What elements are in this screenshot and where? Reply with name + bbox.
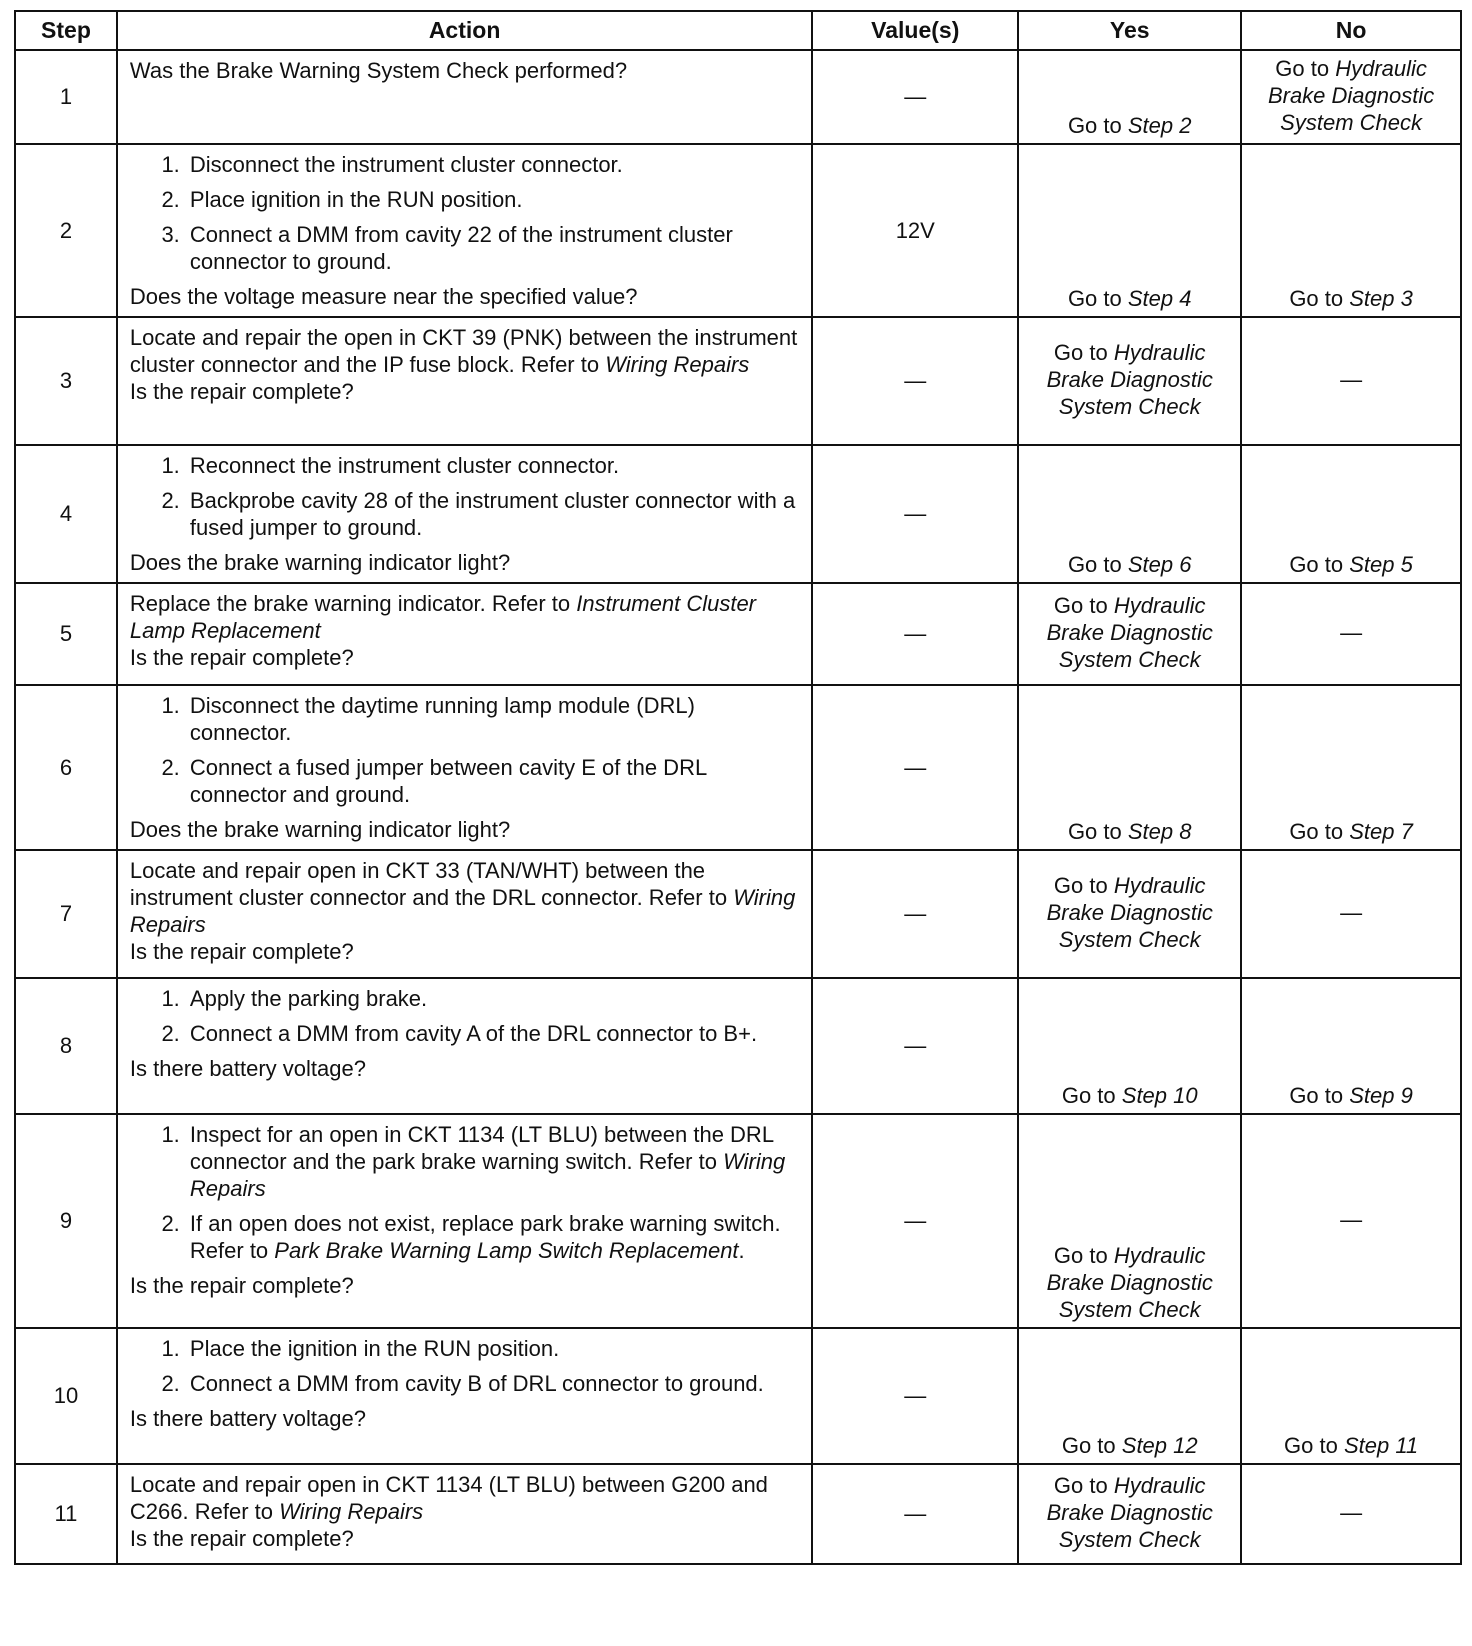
wiring-repairs-link: Wiring Repairs bbox=[129, 885, 796, 937]
goto-hydraulic-link: Hydraulic bbox=[1113, 872, 1206, 898]
no-cell: — bbox=[1241, 1114, 1461, 1328]
value-cell: — bbox=[812, 50, 1018, 144]
step-number: 2 bbox=[15, 144, 117, 317]
table-row bbox=[15, 445, 1461, 583]
goto-hydraulic-link: System Check bbox=[1058, 1526, 1201, 1552]
step-number: 9 bbox=[15, 1114, 117, 1328]
yes-cell bbox=[1018, 850, 1241, 978]
goto-hydraulic-link: Hydraulic bbox=[1113, 592, 1206, 618]
action-list-item: 2. Connect a DMM from cavity B of DRL connector to ground. bbox=[186, 1370, 801, 1397]
action-question: Is the repair complete? bbox=[129, 939, 354, 964]
yes-cell bbox=[1018, 1464, 1241, 1564]
header-yes: Yes bbox=[1018, 11, 1241, 50]
action-cell bbox=[117, 1464, 812, 1564]
yes-cell bbox=[1018, 50, 1241, 144]
table-row bbox=[15, 1464, 1461, 1564]
goto-hydraulic-link: System Check bbox=[1058, 393, 1201, 419]
goto-text: Go to bbox=[1284, 1433, 1338, 1458]
action-list bbox=[130, 452, 801, 541]
value-cell: — bbox=[812, 685, 1018, 850]
action-list-item: 1. Disconnect the daytime running lamp module (DRL) connector. bbox=[186, 692, 801, 746]
action-question: Does the brake warning indicator light? bbox=[129, 550, 511, 575]
action-cell bbox=[117, 144, 812, 317]
value-cell: — bbox=[812, 317, 1018, 445]
goto-step-link: Step 9 bbox=[1349, 1083, 1413, 1108]
yes-cell bbox=[1018, 144, 1241, 317]
action-text: Locate and repair open in CKT 1134 (LT BLU) between G200 and C266. Refer to bbox=[129, 1472, 768, 1524]
lamp-replacement-link: Instrument Cluster Lamp Replacement bbox=[129, 591, 757, 643]
header-step: Step bbox=[15, 11, 117, 50]
header-no: No bbox=[1241, 11, 1461, 50]
goto-step-link: Step 2 bbox=[1127, 113, 1192, 138]
action-text: Replace the brake warning indicator. Refer to bbox=[129, 591, 571, 616]
goto-text: Go to bbox=[1289, 552, 1344, 577]
goto-hydraulic-link: Hydraulic bbox=[1335, 56, 1427, 81]
value-cell: 12V bbox=[812, 144, 1018, 317]
action-list bbox=[130, 151, 801, 275]
step-number: 7 bbox=[15, 850, 117, 978]
action-list bbox=[130, 1121, 801, 1264]
action-list-item bbox=[186, 1210, 801, 1264]
goto-hydraulic-link: Brake Diagnostic bbox=[1046, 899, 1213, 925]
goto-text: Go to bbox=[1061, 1433, 1116, 1458]
no-cell: — bbox=[1241, 850, 1461, 978]
step-number: 10 bbox=[15, 1328, 117, 1464]
yes-cell bbox=[1018, 685, 1241, 850]
value-cell: — bbox=[812, 1464, 1018, 1564]
action-question: Is there battery voltage? bbox=[129, 1056, 366, 1081]
value-cell: — bbox=[812, 583, 1018, 685]
action-list-item: 2. Connect a fused jumper between cavity E of the DRL connector and ground. bbox=[186, 754, 801, 808]
yes-cell bbox=[1018, 583, 1241, 685]
goto-hydraulic-link: System Check bbox=[1058, 926, 1201, 952]
action-question: Is the repair complete? bbox=[129, 645, 354, 670]
goto-text: Go to bbox=[1067, 819, 1122, 844]
goto-text: Go to bbox=[1289, 286, 1344, 311]
action-list bbox=[130, 1335, 801, 1397]
goto-step-link: Step 6 bbox=[1127, 552, 1192, 577]
value-cell: — bbox=[812, 1328, 1018, 1464]
no-cell bbox=[1241, 978, 1461, 1114]
switch-replacement-link: Park Brake Warning Lamp Switch Replacement bbox=[274, 1238, 739, 1263]
goto-text: Go to bbox=[1053, 872, 1108, 898]
period: . bbox=[738, 1238, 745, 1263]
action-cell bbox=[117, 850, 812, 978]
action-question: Is there battery voltage? bbox=[129, 1406, 366, 1431]
action-text: Locate and repair open in CKT 33 (TAN/WHT) between the instrument cluster connector and the DRL connector. Refer to bbox=[129, 858, 728, 910]
goto-text: Go to bbox=[1053, 592, 1108, 618]
action-list-item: 2. Backprobe cavity 28 of the instrument cluster connector with a fused jumper to ground. bbox=[186, 487, 801, 541]
action-cell bbox=[117, 317, 812, 445]
action-cell bbox=[117, 685, 812, 850]
yes-cell bbox=[1018, 1114, 1241, 1328]
goto-step-link: Step 7 bbox=[1349, 819, 1413, 844]
action-question: Is the repair complete? bbox=[129, 1526, 354, 1551]
yes-cell bbox=[1018, 1328, 1241, 1464]
no-cell bbox=[1241, 50, 1461, 144]
no-cell bbox=[1241, 445, 1461, 583]
wiring-repairs-link: Wiring Repairs bbox=[189, 1149, 786, 1201]
goto-step-link: Step 5 bbox=[1349, 552, 1413, 577]
yes-cell bbox=[1018, 445, 1241, 583]
table-row bbox=[15, 583, 1461, 685]
goto-text: Go to bbox=[1067, 113, 1122, 138]
action-question: Does the voltage measure near the specified value? bbox=[129, 284, 638, 309]
step-number: 3 bbox=[15, 317, 117, 445]
goto-step-link: Step 3 bbox=[1349, 286, 1413, 311]
no-cell bbox=[1241, 1328, 1461, 1464]
diagnostic-table bbox=[14, 10, 1462, 1565]
action-list-item-text: If an open does not exist, replace park brake warning switch. Refer to bbox=[189, 1211, 781, 1263]
action-cell bbox=[117, 1328, 812, 1464]
value-cell: — bbox=[812, 850, 1018, 978]
no-cell: — bbox=[1241, 583, 1461, 685]
goto-text: Go to bbox=[1053, 1472, 1108, 1498]
value-cell: — bbox=[812, 1114, 1018, 1328]
action-list-item-text: Inspect for an open in CKT 1134 (LT BLU) between the DRL connector and the park brake warning switch. Refer to bbox=[189, 1122, 774, 1174]
wiring-repairs-link: Wiring Repairs bbox=[279, 1499, 424, 1524]
action-question: Does the brake warning indicator light? bbox=[129, 817, 511, 842]
yes-cell bbox=[1018, 978, 1241, 1114]
goto-hydraulic-link: Brake Diagnostic bbox=[1267, 83, 1435, 108]
goto-text: Go to bbox=[1275, 56, 1330, 81]
action-list-item bbox=[186, 1121, 801, 1202]
no-cell bbox=[1241, 144, 1461, 317]
table-row bbox=[15, 685, 1461, 850]
goto-hydraulic-link: Brake Diagnostic bbox=[1046, 1499, 1213, 1525]
action-list-item: 3. Connect a DMM from cavity 22 of the instrument cluster connector to ground. bbox=[186, 221, 801, 275]
step-number: 4 bbox=[15, 445, 117, 583]
goto-hydraulic-link: System Check bbox=[1058, 1297, 1201, 1322]
table-row bbox=[15, 978, 1461, 1114]
table-row bbox=[15, 144, 1461, 317]
goto-hydraulic-link: Brake Diagnostic bbox=[1046, 619, 1213, 645]
table-row bbox=[15, 50, 1461, 144]
no-cell: — bbox=[1241, 1464, 1461, 1564]
action-list-item: 1. Apply the parking brake. bbox=[186, 985, 801, 1012]
action-cell bbox=[117, 50, 812, 144]
goto-step-link: Step 12 bbox=[1121, 1433, 1198, 1458]
goto-hydraulic-link: System Check bbox=[1058, 646, 1201, 672]
action-cell bbox=[117, 1114, 812, 1328]
step-number: 11 bbox=[15, 1464, 117, 1564]
action-list-item: 1. Reconnect the instrument cluster connector. bbox=[186, 452, 801, 479]
action-list-item: 2. Place ignition in the RUN position. bbox=[186, 186, 801, 213]
table-row bbox=[15, 850, 1461, 978]
action-list-item: 1. Place the ignition in the RUN position. bbox=[186, 1335, 801, 1362]
action-cell bbox=[117, 978, 812, 1114]
goto-step-link: Step 11 bbox=[1343, 1433, 1419, 1458]
goto-text: Go to bbox=[1289, 819, 1344, 844]
action-list bbox=[130, 692, 801, 808]
header-values: Value(s) bbox=[812, 11, 1018, 50]
goto-hydraulic-link: Brake Diagnostic bbox=[1046, 1270, 1213, 1295]
table-row bbox=[15, 1114, 1461, 1328]
no-cell bbox=[1241, 685, 1461, 850]
step-number: 6 bbox=[15, 685, 117, 850]
header-row bbox=[15, 11, 1461, 50]
action-cell bbox=[117, 583, 812, 685]
table-row bbox=[15, 1328, 1461, 1464]
goto-step-link: Step 8 bbox=[1127, 819, 1192, 844]
action-list-item: 1. Disconnect the instrument cluster connector. bbox=[186, 151, 801, 178]
header-action: Action bbox=[117, 11, 812, 50]
goto-step-link: Step 4 bbox=[1127, 286, 1192, 311]
step-number: 1 bbox=[15, 50, 117, 144]
action-question: Was the Brake Warning System Check performed? bbox=[129, 58, 628, 83]
goto-text: Go to bbox=[1289, 1083, 1344, 1108]
action-question: Is the repair complete? bbox=[129, 379, 354, 404]
goto-text: Go to bbox=[1053, 339, 1108, 365]
action-question: Is the repair complete? bbox=[129, 1273, 354, 1298]
value-cell: — bbox=[812, 445, 1018, 583]
step-number: 8 bbox=[15, 978, 117, 1114]
no-cell: — bbox=[1241, 317, 1461, 445]
goto-text: Go to bbox=[1053, 1243, 1108, 1268]
goto-text: Go to bbox=[1067, 552, 1122, 577]
goto-hydraulic-link: Hydraulic bbox=[1113, 1472, 1206, 1498]
goto-hydraulic-link: Hydraulic bbox=[1113, 339, 1206, 365]
action-list-item: 2. Connect a DMM from cavity A of the DRL connector to B+. bbox=[186, 1020, 801, 1047]
step-number: 5 bbox=[15, 583, 117, 685]
action-cell bbox=[117, 445, 812, 583]
table-row bbox=[15, 317, 1461, 445]
action-list bbox=[130, 985, 801, 1047]
goto-hydraulic-link: System Check bbox=[1280, 110, 1422, 135]
goto-text: Go to bbox=[1061, 1083, 1116, 1108]
value-cell: — bbox=[812, 978, 1018, 1114]
wiring-repairs-link: Wiring Repairs bbox=[605, 352, 750, 377]
goto-hydraulic-link: Brake Diagnostic bbox=[1046, 366, 1213, 392]
goto-hydraulic-link: Hydraulic bbox=[1113, 1243, 1206, 1268]
action-text: Locate and repair the open in CKT 39 (PNK) between the instrument cluster connector and the IP fuse block. Refer to bbox=[129, 325, 798, 377]
goto-step-link: Step 10 bbox=[1121, 1083, 1198, 1108]
goto-text: Go to bbox=[1067, 286, 1122, 311]
yes-cell bbox=[1018, 317, 1241, 445]
